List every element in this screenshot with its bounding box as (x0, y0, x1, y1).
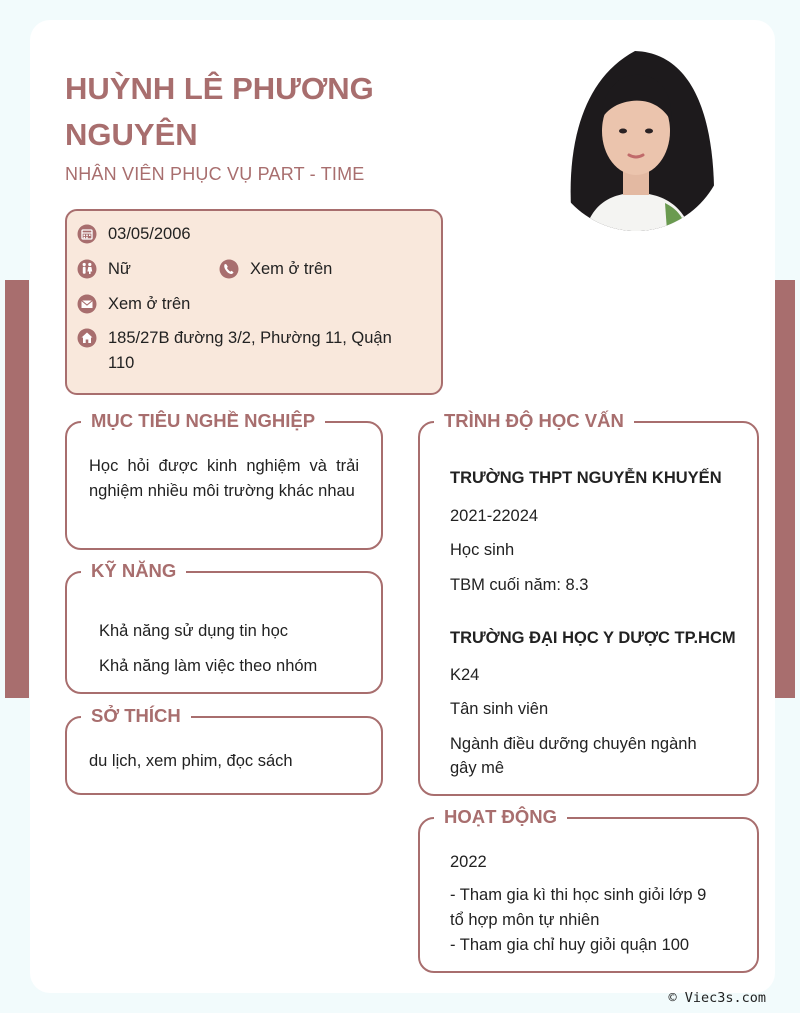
activity-year: 2022 (450, 853, 487, 871)
phone-value: Xem ở trên (250, 260, 333, 278)
address-row (77, 326, 412, 376)
job-title: NHÂN VIÊN PHỤC VỤ PART - TIME (65, 164, 365, 184)
objective-section (65, 410, 383, 550)
hobbies-section (65, 705, 383, 795)
education-section (418, 410, 759, 796)
candidate-name (65, 66, 485, 158)
school-detail: TBM cuối năm: 8.3 (450, 576, 589, 594)
watermark: © Viec3s.com (668, 990, 766, 1006)
activities-section (418, 806, 759, 973)
gender-icon (77, 259, 97, 279)
candidate-name-line2: NGUYÊN (65, 117, 198, 152)
skills-section (65, 560, 383, 694)
school-detail: gây mê (450, 759, 505, 777)
email-icon (77, 294, 97, 314)
address-value: 185/27B đường 3/2, Phường 11, Quận 110 (108, 329, 392, 372)
activity-line: - Tham gia kì thi học sinh giỏi lớp 9 (450, 886, 707, 904)
gender-row (77, 257, 131, 282)
profile-photo-illustration (545, 43, 727, 231)
education-title: TRÌNH ĐỘ HỌC VẤN (434, 409, 634, 433)
gender-value: Nữ (108, 260, 131, 278)
birthday-row (77, 222, 191, 247)
school-role: Tân sinh viên (450, 700, 549, 718)
objective-title: MỤC TIÊU NGHỀ NGHIỆP (81, 409, 325, 433)
school-detail: Ngành điều dưỡng chuyên ngành (450, 735, 697, 753)
activity-line: - Tham gia chỉ huy giỏi quận 100 (450, 936, 690, 954)
email-value: Xem ở trên (108, 295, 191, 313)
school-role: Học sinh (450, 541, 515, 559)
objective-text: Học hỏi được kinh nghiệm và trải nghiệm nhiều môi trường khác nhau (89, 457, 359, 500)
home-icon (77, 328, 97, 348)
school-period: 2021-22024 (450, 507, 539, 525)
contact-info-box (65, 209, 443, 395)
candidate-name-line1: HUỲNH LÊ PHƯƠNG (65, 71, 374, 106)
skill-item: Khả năng làm việc theo nhóm (99, 657, 318, 675)
hobbies-text: du lịch, xem phim, đọc sách (89, 752, 293, 770)
hobbies-title: SỞ THÍCH (81, 704, 191, 728)
school-name: TRƯỜNG THPT NGUYỄN KHUYẾN (450, 469, 722, 487)
phone-row (219, 257, 332, 282)
school-name: TRƯỜNG ĐẠI HỌC Y DƯỢC TP.HCM (450, 629, 736, 647)
left-decor-band (5, 280, 29, 698)
skill-item: Khả năng sử dụng tin học (99, 622, 289, 640)
skills-title: KỸ NĂNG (81, 559, 186, 583)
profile-photo (545, 43, 727, 231)
activities-title: HOẠT ĐỘNG (434, 805, 567, 829)
calendar-icon (77, 224, 97, 244)
birthday-value: 03/05/2006 (108, 225, 191, 243)
school-period: K24 (450, 666, 480, 684)
email-row (77, 292, 190, 317)
phone-icon (219, 259, 239, 279)
activity-line: tổ hợp môn tự nhiên (450, 911, 600, 929)
